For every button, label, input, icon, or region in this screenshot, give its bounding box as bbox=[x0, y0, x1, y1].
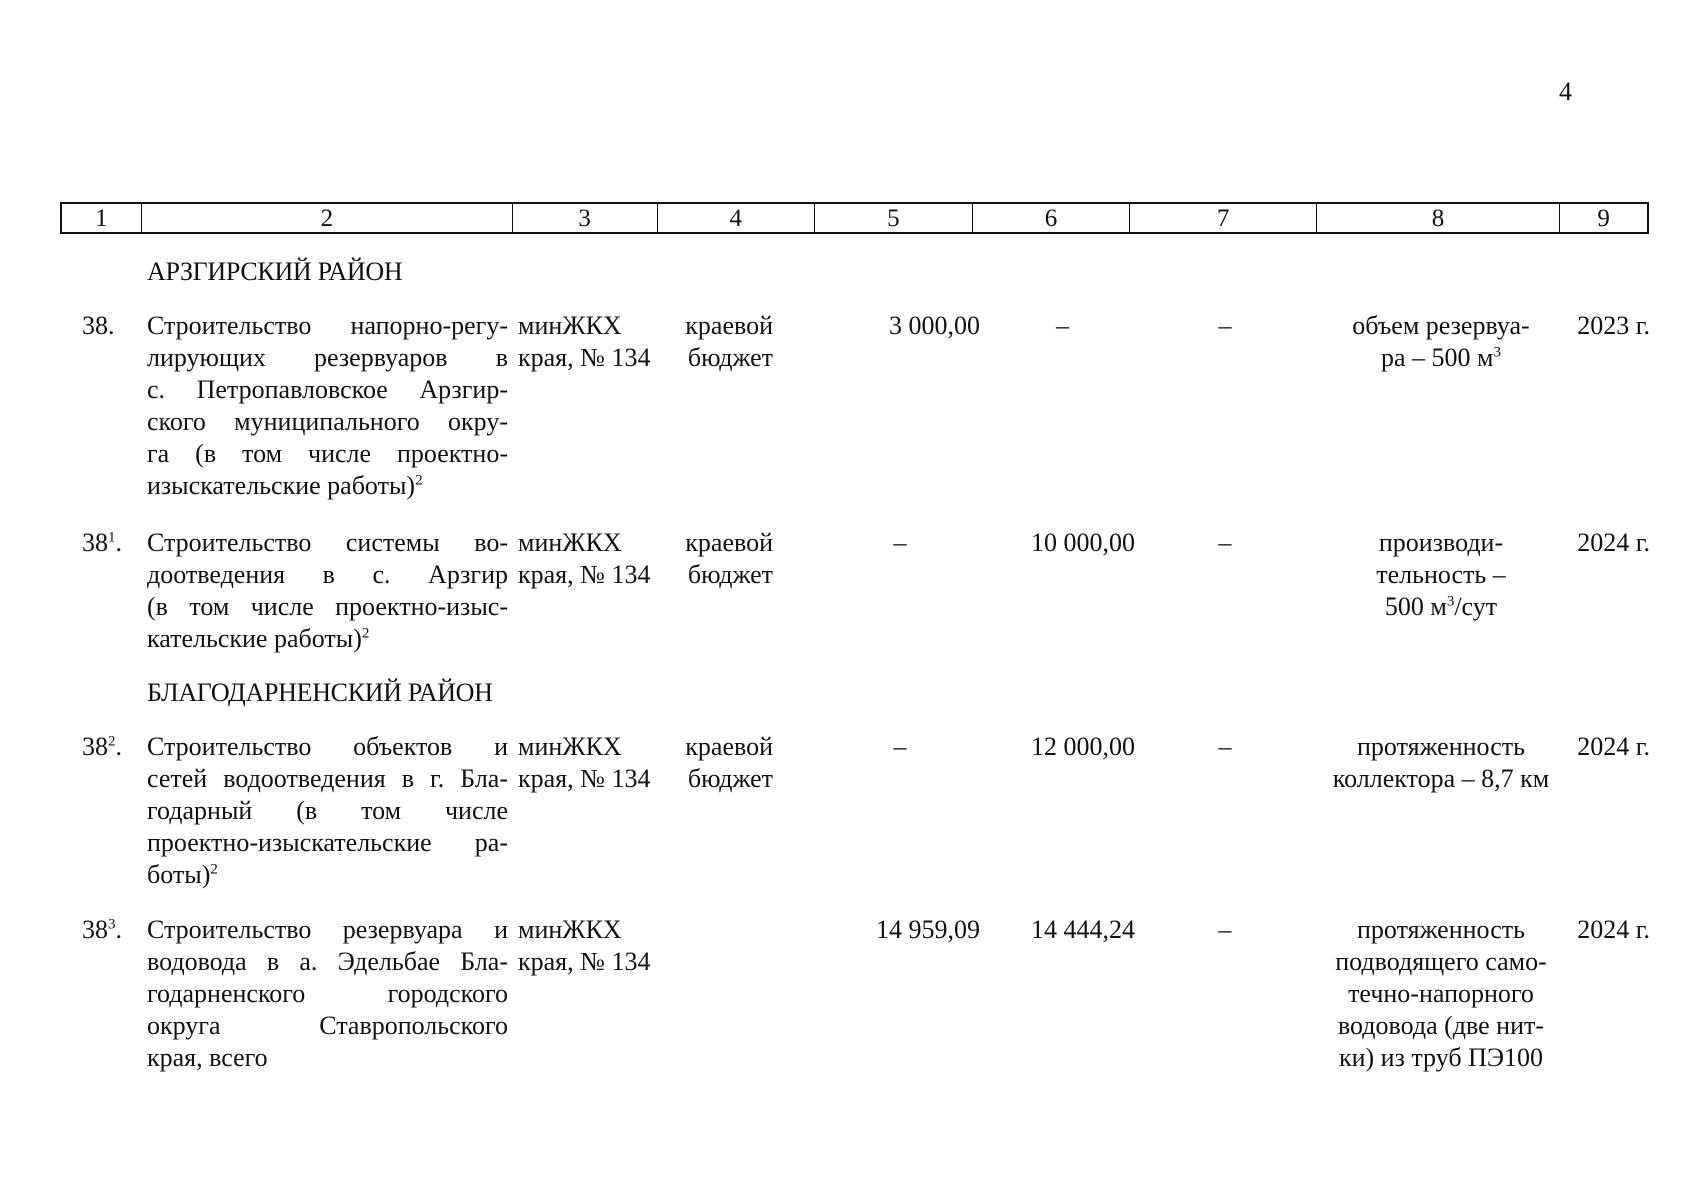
header-col-5: 5 bbox=[815, 204, 973, 232]
row-number: $38^1$. bbox=[82, 528, 122, 557]
amount-col-6: 14 444,24 bbox=[1031, 915, 1135, 944]
header-col-4: 4 bbox=[658, 204, 816, 232]
amount-col-7: – bbox=[1218, 528, 1232, 557]
amount-col-6: 10 000,00 bbox=[1031, 528, 1135, 557]
row-number: $38^3$. bbox=[82, 915, 122, 944]
amount-col-7: – bbox=[1218, 915, 1232, 944]
header-col-2: 2 bbox=[142, 204, 513, 232]
header-col-8: 8 bbox=[1317, 204, 1560, 232]
executor: минЖКХ края, № 134 bbox=[518, 528, 651, 589]
project-name: Строительство резервуара и водовода в а. Эдельбае Бла- годарненского городского округа Ставропольского края, всего bbox=[147, 915, 508, 1072]
header-col-1: 1 bbox=[62, 204, 142, 232]
amount-col-5: 14 959,09 bbox=[876, 915, 980, 944]
executor: минЖКХ края, № 134 bbox=[518, 915, 651, 976]
page-number: 4 bbox=[1559, 77, 1572, 106]
result-indicator: протяженность коллектора – 8,7 км bbox=[1332, 732, 1550, 793]
column-number-header bbox=[60, 202, 1649, 234]
header-col-9: 9 bbox=[1597, 205, 1610, 232]
section-title-arzgir: АРЗГИРСКИЙ РАЙОН bbox=[147, 257, 403, 286]
section-title-blagodarny: БЛАГОДАРНЕНСКИЙ РАЙОН bbox=[147, 678, 493, 707]
project-name: Строительство системы во- доотведения в с. Арзгир (в том числе проектно-изыс- кательские работы)$^2$ bbox=[147, 528, 508, 653]
completion-year: 2024 г. bbox=[1577, 528, 1650, 557]
result-indicator: протяженность подводящего само- течно-напорного водовода (две нит- ки) из труб ПЭ100 bbox=[1335, 915, 1547, 1072]
result-indicator: производи- тельность – 500 $м^3$/сут bbox=[1376, 528, 1506, 621]
project-name: Строительство объектов и сетей водоотведения в г. Бла- годарный (в том числе проектно-изыскательские ра- боты)$^2$ bbox=[147, 732, 508, 889]
executor: минЖКХ края, № 134 bbox=[518, 732, 651, 793]
header-col-7: 7 bbox=[1130, 204, 1317, 232]
header-col-3: 3 bbox=[513, 204, 658, 232]
completion-year: 2024 г. bbox=[1577, 915, 1650, 944]
amount-col-5: 3 000,00 bbox=[889, 311, 980, 340]
amount-col-6: – bbox=[1056, 311, 1069, 340]
result-indicator: объем резервуа- ра – 500 $м^3$ bbox=[1352, 311, 1530, 372]
amount-col-7: – bbox=[1218, 732, 1232, 761]
amount-col-5: – bbox=[893, 528, 907, 557]
amount-col-5: – bbox=[893, 732, 907, 761]
funding-source: краевой бюджет bbox=[685, 311, 773, 372]
header-col-6: 6 bbox=[973, 204, 1131, 232]
completion-year: 2024 г. bbox=[1577, 732, 1650, 761]
row-number: 38. bbox=[82, 311, 115, 340]
amount-col-7: – bbox=[1218, 311, 1232, 340]
completion-year: 2023 г. bbox=[1577, 311, 1650, 340]
row-number: $38^2$. bbox=[82, 732, 122, 761]
project-name: Строительство напорно-регу- лирующих резервуаров в с. Петропавловское Арзгир- ского муниципального окру- га (в том числе проектно- изыскательские работы)$^2$ bbox=[147, 311, 508, 500]
executor: минЖКХ края, № 134 bbox=[518, 311, 651, 372]
funding-source: краевой бюджет bbox=[685, 528, 773, 589]
amount-col-6: 12 000,00 bbox=[1031, 732, 1135, 761]
funding-source: краевой бюджет bbox=[685, 732, 773, 793]
